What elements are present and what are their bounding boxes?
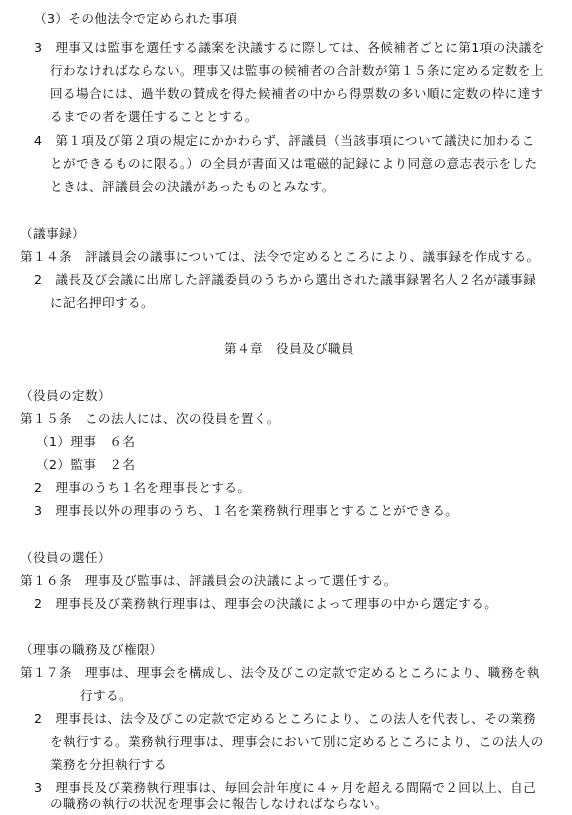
article-15-para-3: 3 理事長以外の理事のうち、１名を業務執行理事とすることができる。 — [34, 503, 459, 518]
article-16: 第１６条 理事及び監事は、評議員会の決議によって選任する。 — [20, 573, 397, 588]
article-14-para-2-line-2: に記名押印する。 — [50, 295, 154, 310]
article-17-para-3-line-1: 3 理事長及び業務執行理事は、毎回会計年度に４ヶ月を超える間隔で２回以上、自己 — [34, 780, 537, 795]
article-17-para-3-line-2: の職務の執行の状況を理事会に報告しなければならない。 — [50, 796, 388, 811]
heading-officer-count: （役員の定数） — [20, 388, 111, 403]
paragraph-3-line-2: 行わなければならない。理事又は監事の候補者の合計数が第１５条に定める定数を上 — [50, 63, 544, 78]
article-14-para-2-line-1: 2 議長及び会議に出席した評議委員のうちから選出された議事録署名人２名が議事録 — [34, 272, 537, 287]
paragraph-3-line-1: 3 理事又は監事を選任する議案を決議するに際しては、各候補者ごとに第1項の決議を — [34, 40, 545, 55]
article-17-para-2-line-1: 2 理事長は、法令及びこの定款で定めるところにより、この法人を代表し、その業務 — [34, 711, 537, 726]
chapter-4-title: 第４章 役員及び職員 — [224, 341, 354, 356]
paragraph-4-line-3: ときは、評議員会の決議があったものとみなす。 — [50, 179, 335, 194]
heading-officer-election: （役員の選任） — [20, 550, 111, 565]
paragraph-3-line-3: 回る場合には、過半数の賛成を得た候補者の中から得票数の多い順に定数の枠に達す — [50, 86, 544, 101]
article-17-para-2-line-2: を執行する。業務執行理事は、理事会において別に定めるところにより、この法人の — [50, 734, 544, 749]
article-16-para-2: 2 理事長及び業務執行理事は、理事会の決議によって理事の中から選定する。 — [34, 596, 498, 611]
article-14: 第１４条 評議員会の議事については、法令で定めるところにより、議事録を作成する。 — [20, 249, 540, 264]
heading-minutes: （議事録） — [20, 226, 85, 241]
item-3-other-matters: （3）その他法令で定められた事項 — [34, 11, 238, 26]
article-15: 第１５条 この法人には、次の役員を置く。 — [20, 411, 280, 426]
article-17-line-1: 第１７条 理事は、理事会を構成し、法令及びこの定款で定めるところにより、職務を執 — [20, 665, 540, 680]
article-15-para-2: 2 理事のうち１名を理事長とする。 — [34, 480, 251, 495]
heading-director-duties: （理事の職務及び権限） — [20, 642, 163, 657]
article-17-para-2-line-3: 業務を分担執行する — [50, 757, 167, 772]
article-15-item-2: （2）監事 ２名 — [36, 457, 136, 472]
article-17-line-2: 行する。 — [80, 688, 132, 703]
paragraph-3-line-4: るまでの者を選任することとする。 — [50, 109, 258, 124]
paragraph-4-line-1: 4 第１項及び第２項の規定にかかわらず、評議員（当該事項について議決に加わるこ — [34, 133, 535, 148]
paragraph-4-line-2: とができるものに限る。）の全員が書面又は電磁的記録により同意の意志表示をした — [50, 156, 538, 171]
article-15-item-1: （1）理事 ６名 — [36, 434, 136, 449]
